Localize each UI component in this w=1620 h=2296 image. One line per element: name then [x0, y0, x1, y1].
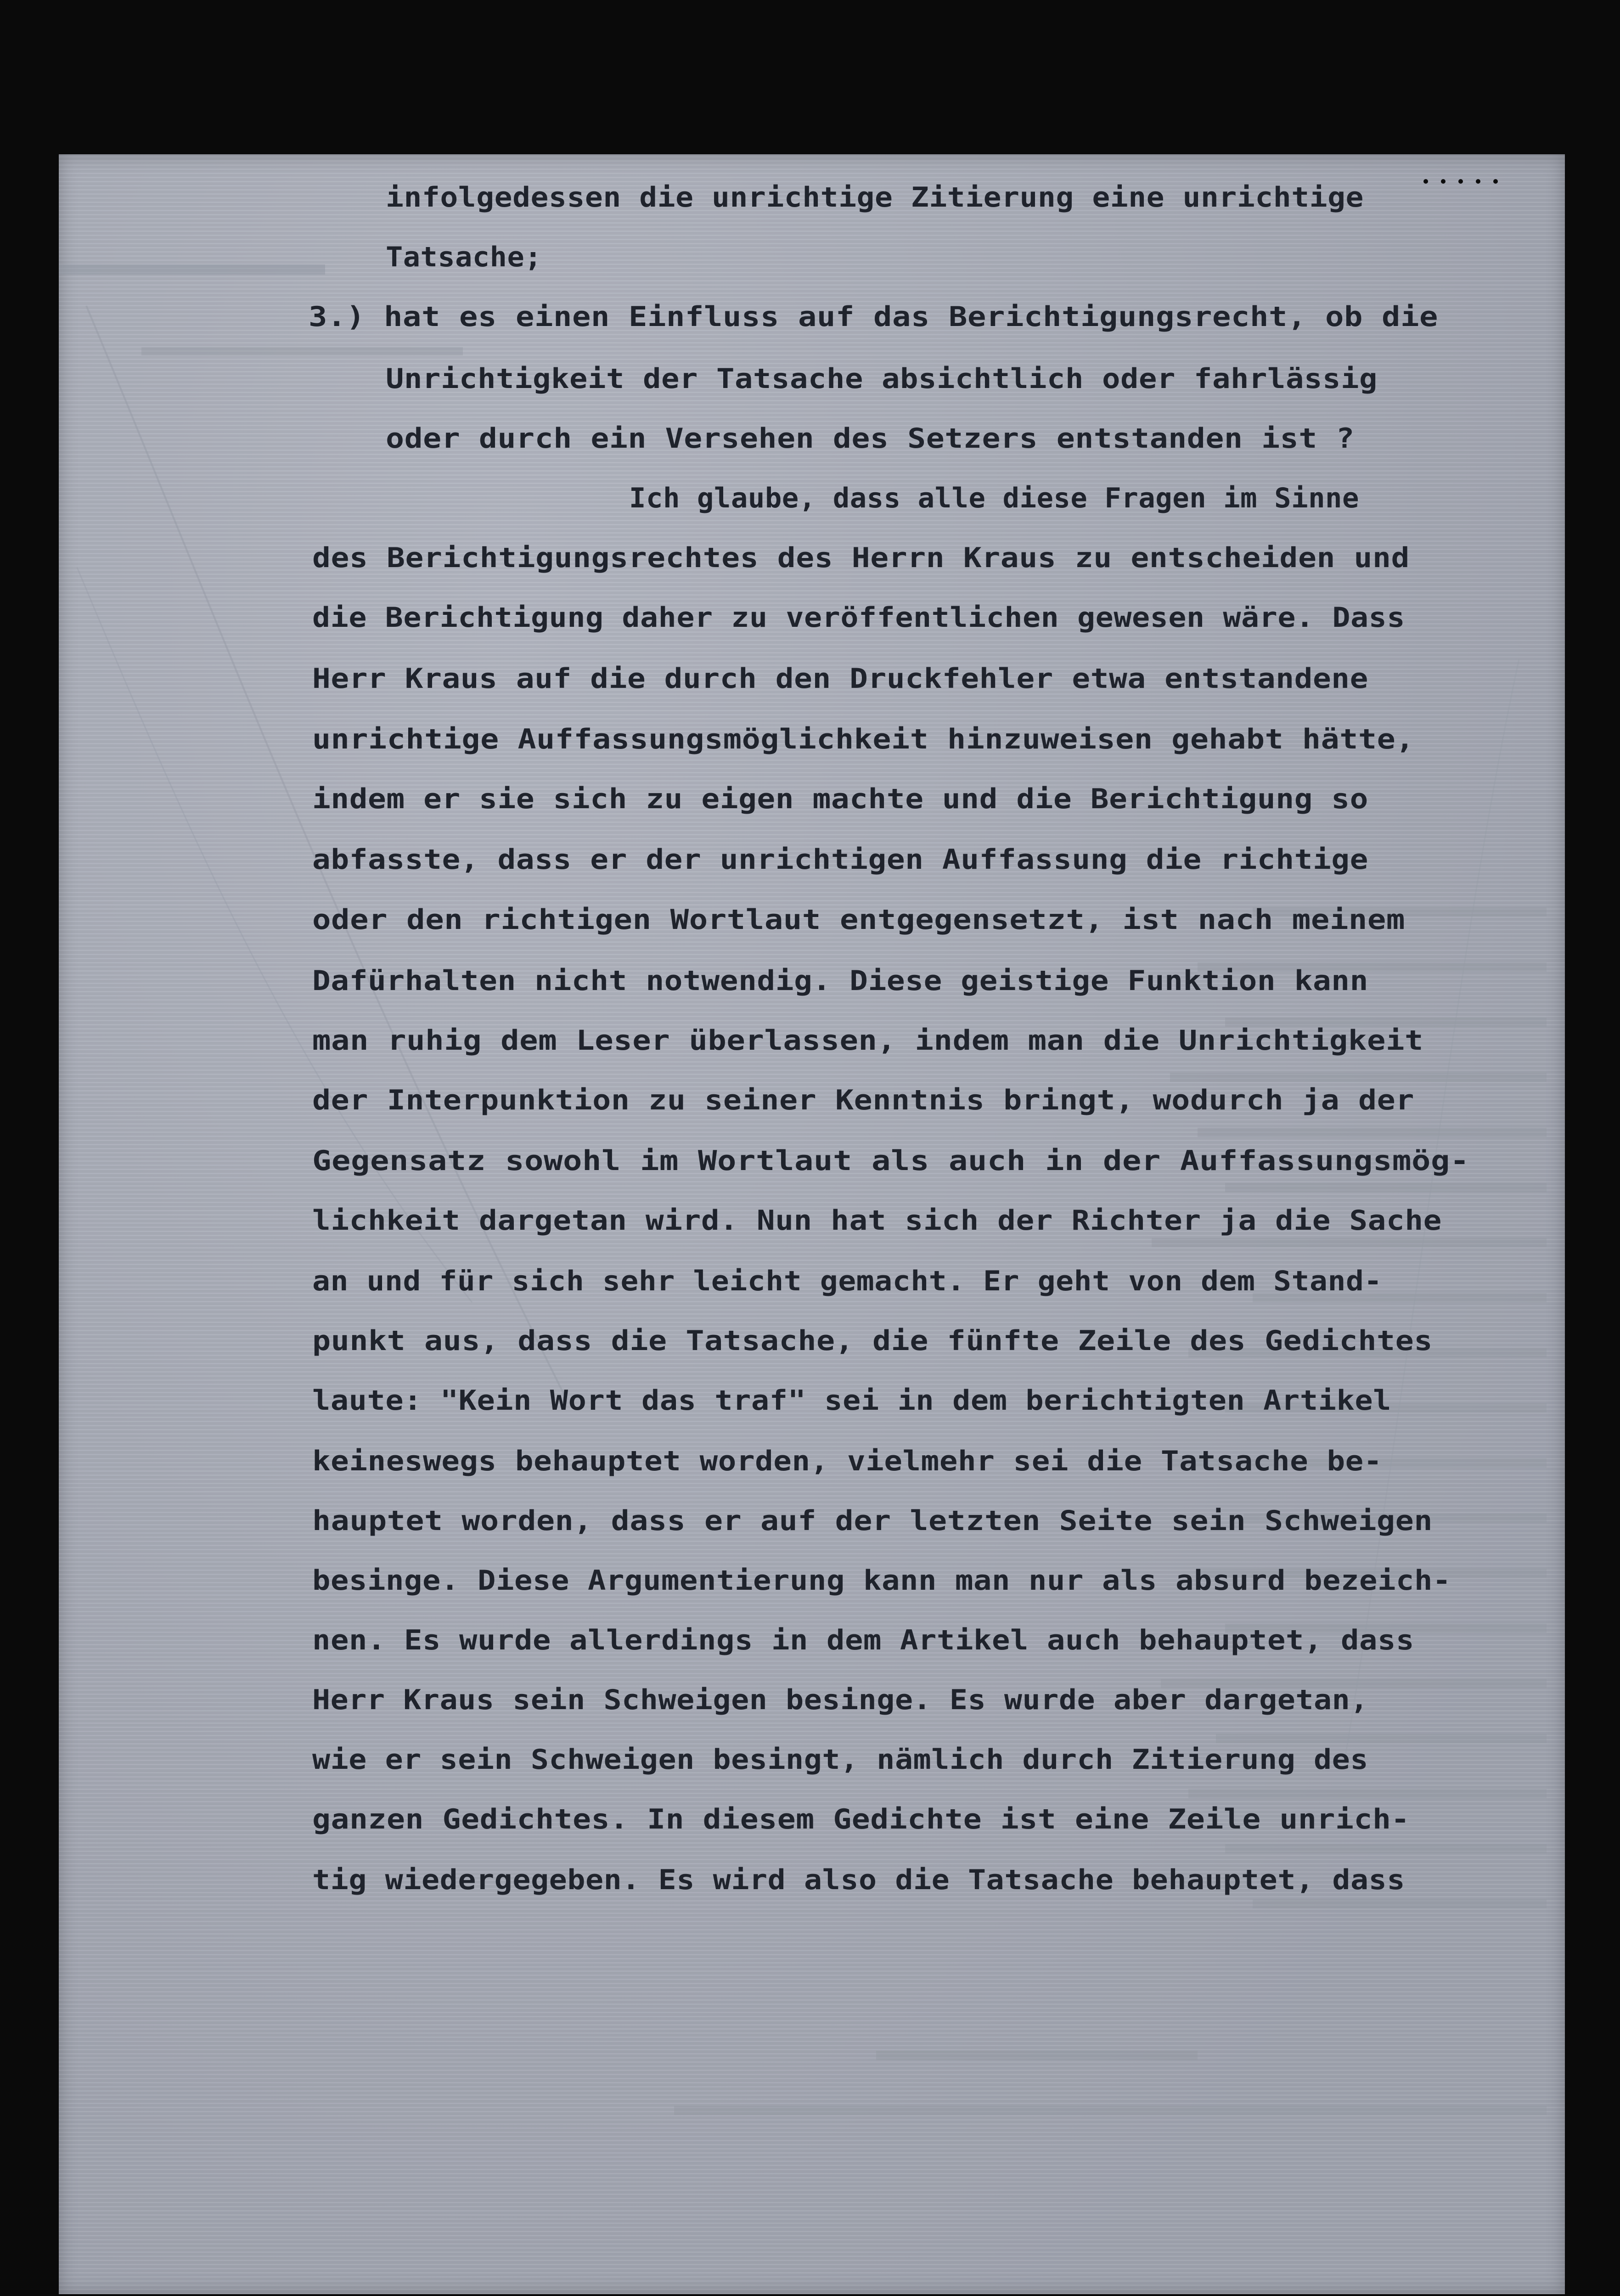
text-line: die Berichtigung daher zu veröffentlichen gewesen wäre. Dass	[312, 602, 1405, 634]
text-line: Gegensatz sowohl im Wortlaut als auch in der Auffassungsmög-	[312, 1145, 1469, 1177]
text-line: oder den richtigen Wortlaut entgegensetzt, ist nach meinem	[312, 904, 1405, 936]
text-line: wie er sein Schweigen besingt, nämlich durch Zitierung des	[312, 1744, 1368, 1776]
text-line: abfasste, dass er der unrichtigen Auffassung die richtige	[312, 844, 1368, 876]
text-line: Unrichtigkeit der Tatsache absichtlich oder fahrlässig	[386, 363, 1378, 395]
text-line: an und für sich sehr leicht gemacht. Er geht von dem Stand-	[312, 1265, 1382, 1297]
text-line: lichkeit dargetan wird. Nun hat sich der Richter ja die Sache	[312, 1204, 1442, 1237]
text-line: tig wiedergegeben. Es wird also die Tatsache behauptet, dass	[312, 1864, 1405, 1896]
text-line: Herr Kraus auf die durch den Druckfehler etwa entstandene	[312, 663, 1368, 695]
document-body	[59, 154, 1565, 2294]
text-line: Dafürhalten nicht notwendig. Diese geistige Funktion kann	[312, 965, 1368, 997]
text-line: der Interpunktion zu seiner Kenntnis bringt, wodurch ja der	[312, 1084, 1414, 1116]
text-line: infolgedessen die unrichtige Zitierung eine unrichtige	[386, 181, 1364, 214]
text-line: nen. Es wurde allerdings in dem Artikel auch behauptet, dass	[312, 1624, 1414, 1656]
text-line: oder durch ein Versehen des Setzers entstanden ist ?	[386, 422, 1355, 455]
text-line: hauptet worden, dass er auf der letzten Seite sein Schweigen	[312, 1505, 1433, 1537]
text-line: ganzen Gedichtes. In diesem Gedichte ist eine Zeile unrich-	[312, 1803, 1410, 1835]
text-line: des Berichtigungsrechtes des Herrn Kraus zu entscheiden und	[312, 542, 1410, 574]
text-line: 3.) hat es einen Einfluss auf das Berichtigungsrecht, ob die	[309, 301, 1438, 333]
text-line: keineswegs behauptet worden, vielmehr sei die Tatsache be-	[312, 1445, 1382, 1477]
text-line: Herr Kraus sein Schweigen besinge. Es wurde aber dargetan,	[312, 1684, 1368, 1716]
text-line: Tatsache;	[386, 241, 542, 273]
text-line: unrichtige Auffassungsmöglichkeit hinzuweisen gehabt hätte,	[312, 723, 1414, 755]
text-line: man ruhig dem Leser überlassen, indem man die Unrichtigkeit	[312, 1024, 1423, 1057]
text-line: Ich glaube, dass alle diese Fragen im Sinne	[629, 482, 1359, 514]
text-line: indem er sie sich zu eigen machte und die Berichtigung so	[312, 783, 1368, 815]
text-line: laute: "Kein Wort das traf" sei in dem berichtigten Artikel	[312, 1384, 1391, 1417]
text-line: besinge. Diese Argumentierung kann man nur als absurd bezeich-	[312, 1564, 1451, 1597]
typewritten-page	[59, 154, 1565, 2294]
text-line: punkt aus, dass die Tatsache, die fünfte Zeile des Gedichtes	[312, 1325, 1433, 1357]
